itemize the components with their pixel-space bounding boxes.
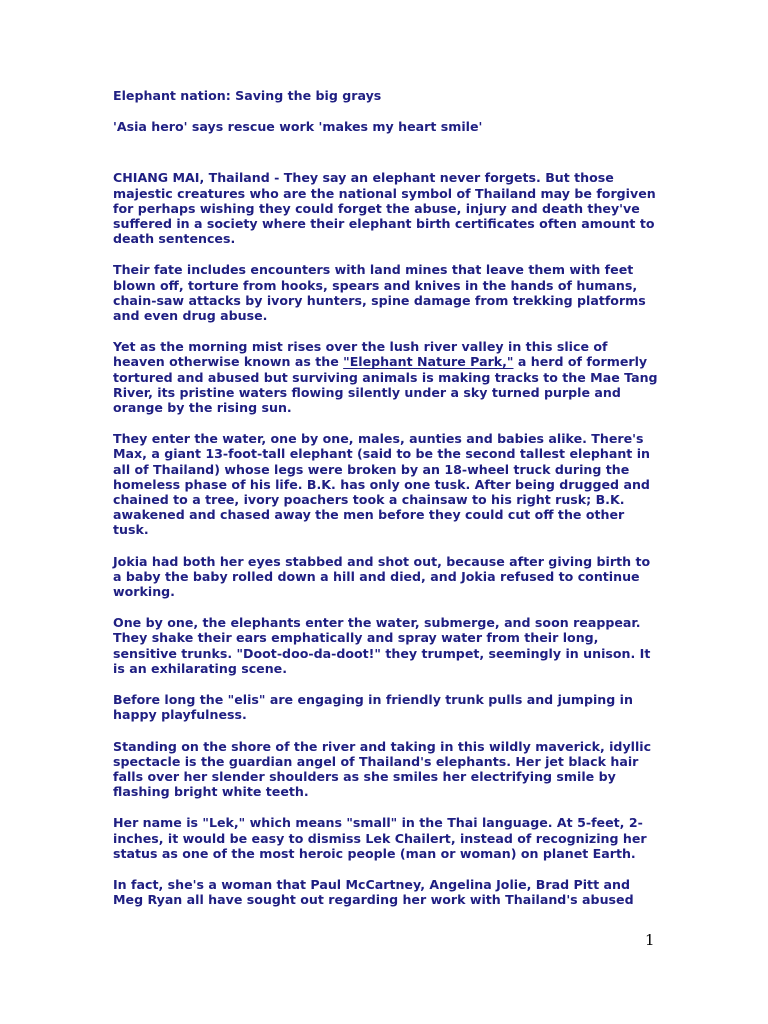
paragraph-2: Their fate includes encounters with land mines that leave them with feet blown off, torture from hooks, spears and knives in the hands of humans, chain-saw attacks by ivory hunters, spine damage from trekking platforms and even drug abuse. [113,262,646,324]
paragraph-5: Jokia had both her eyes stabbed and shot out, because after giving birth to a baby the baby rolled down a hill and died, and Jokia refused to continue working. [113,553,651,600]
paragraph-6: One by one, the elephants enter the water, submerge, and soon reappear. They shake their ears emphatically and spray water from their long, sensitive trunks. "Doot-doo-da-doot!" they trumpet, seemingly in unison. It is an exhilarating scene. [113,615,651,676]
article-subtitle: 'Asia hero' says rescue work 'makes my heart smile' [113,119,483,135]
article-title: Elephant nation: Saving the big grays [113,88,382,103]
paragraph-4: They enter the water, one by one, males, aunties and babies alike. There's Max, a giant 13-foot-tall elephant (said to be the second tallest elephant in all of Thailand) whose legs were broken by an 18-wheel truck during the homeless phase of his life. B.K. has only one tusk. After being drugged and chained to a tree, ivory poachers took a chainsaw to his right rusk; B.K. awakened and chased away the men before they could cut off the other tusk. [113,431,650,538]
paragraph-3 [113,339,659,415]
paragraph-3-text-after: a herd of formerly tortured and abused but surviving animals is making tracks to the Mae Tang River, its pristine waters flowing silently under a sky turned purple and orange by the rising sun. [113,354,658,416]
page-number: 1 [645,931,655,949]
paragraph-7: Before long the "elis" are engaging in friendly trunk pulls and jumping in happy playfulness. [113,692,633,723]
paragraph-9: Her name is "Lek," which means "small" in the Thai language. At 5-feet, 2-inches, it would be easy to dismiss Lek Chailert, instead of recognizing her status as one of the most heroic people (man or woman) on planet Earth. [113,815,647,861]
paragraph-8: Standing on the shore of the river and taking in this wildly maverick, idyllic spectacle is the guardian angel of Thailand's elephants. Her jet black hair falls over her slender shoulders as she smiles her electrifying smile by flashing bright white teeth. [113,738,652,800]
paragraph-10: In fact, she's a woman that Paul McCartney, Angelina Jolie, Brad Pitt and Meg Ryan all have sought out regarding her work with Thailand's abused [113,876,634,908]
elephant-nature-park-link[interactable]: "Elephant Nature Park," [343,354,514,370]
article-body [113,88,659,923]
paragraph-3-text-before: Yet as the morning mist rises over the lush river valley in this slice of heaven otherwise known as the [113,339,608,370]
paragraph-1: CHIANG MAI, Thailand - They say an elephant never forgets. But those majestic creatures who are the national symbol of Thailand may be forgiven for perhaps wishing they could forget the abuse, injury and death they've suffered in a society where their elephant birth certificates often amount to death sentences. [113,170,656,247]
